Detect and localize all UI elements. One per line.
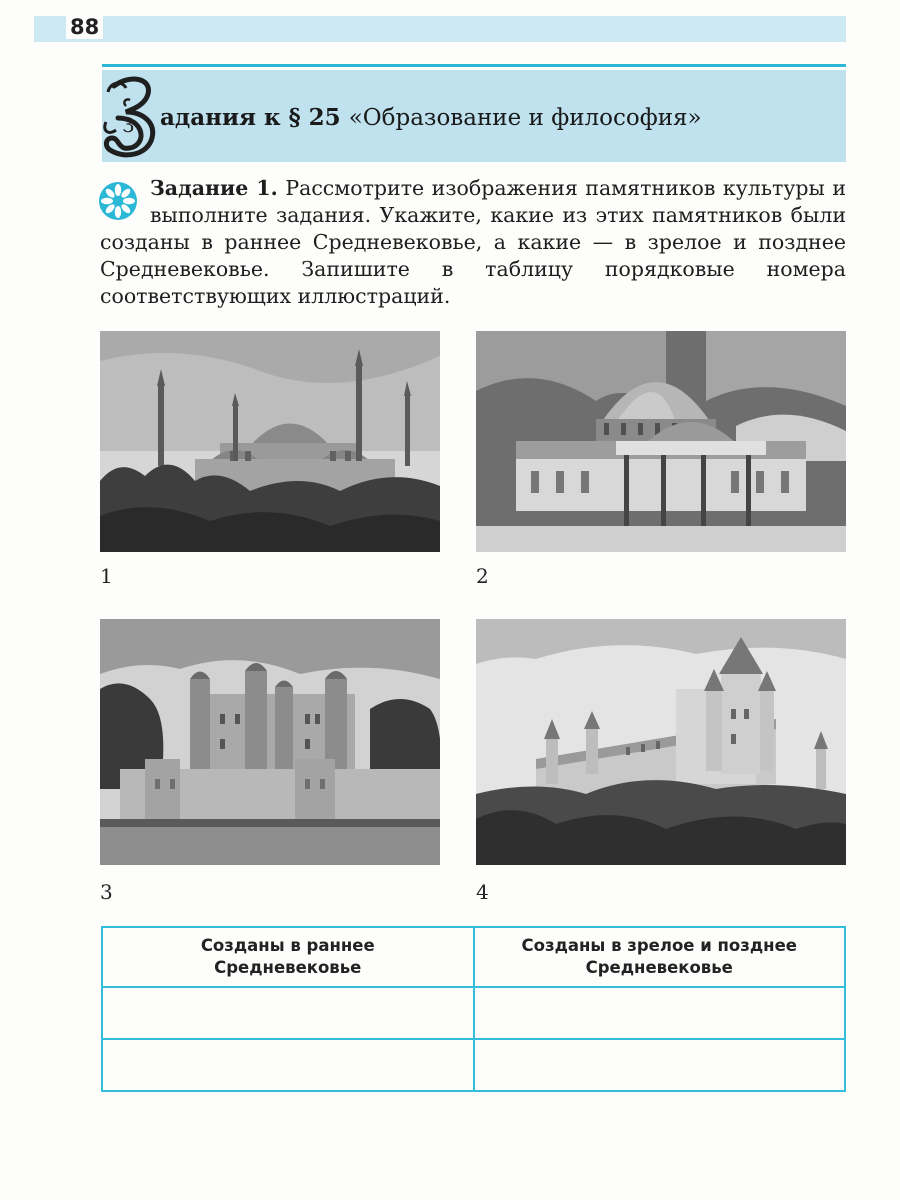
table-header-row <box>102 927 845 987</box>
section-title-main: адания к § 25 <box>160 104 341 131</box>
header-top-rule <box>102 64 846 67</box>
table-row <box>102 1039 845 1091</box>
task-1 <box>100 175 846 310</box>
header-early-middle-ages: Созданы в раннее Средневековье <box>102 927 474 987</box>
header-high-late-middle-ages: Созданы в зрелое и позднее Средневековье <box>474 927 846 987</box>
answer-cell-early-2[interactable] <box>102 1039 474 1091</box>
photo-2 <box>476 331 846 552</box>
tower-of-london-photo <box>100 619 440 865</box>
table-row <box>102 987 845 1039</box>
page-number: 88 <box>66 15 103 39</box>
page-number-bar <box>34 16 846 42</box>
photo-4-label: 4 <box>476 880 489 904</box>
answer-cell-late-1[interactable] <box>474 987 846 1039</box>
section-title <box>160 104 702 131</box>
photo-4 <box>476 619 846 865</box>
dropcap-z-ornament <box>100 72 162 162</box>
svg-text:З: З <box>122 113 135 137</box>
photo-1-label: 1 <box>100 564 113 588</box>
answer-table <box>101 926 846 1092</box>
photo-1 <box>100 331 440 552</box>
photo-3 <box>100 619 440 865</box>
hagia-sophia-photo <box>100 331 440 552</box>
dome-of-the-rock-photo <box>476 331 846 552</box>
answer-cell-late-2[interactable] <box>474 1039 846 1091</box>
task-body: Рассмотрите изображения памятников культуры и выполните задания. Укажите, какие из этих памятников были созданы в раннее Средневековье, а какие — в зрелое и позднее Средневековье. Запишите в таблицу порядковые номера соответствующих иллюстраций. <box>100 176 846 308</box>
alcazar-of-segovia-photo <box>476 619 846 865</box>
task-label: Задание 1. <box>150 176 278 200</box>
answer-cell-early-1[interactable] <box>102 987 474 1039</box>
section-title-subtitle: «Образование и философия» <box>348 105 702 131</box>
photo-2-label: 2 <box>476 564 489 588</box>
photo-3-label: 3 <box>100 880 113 904</box>
